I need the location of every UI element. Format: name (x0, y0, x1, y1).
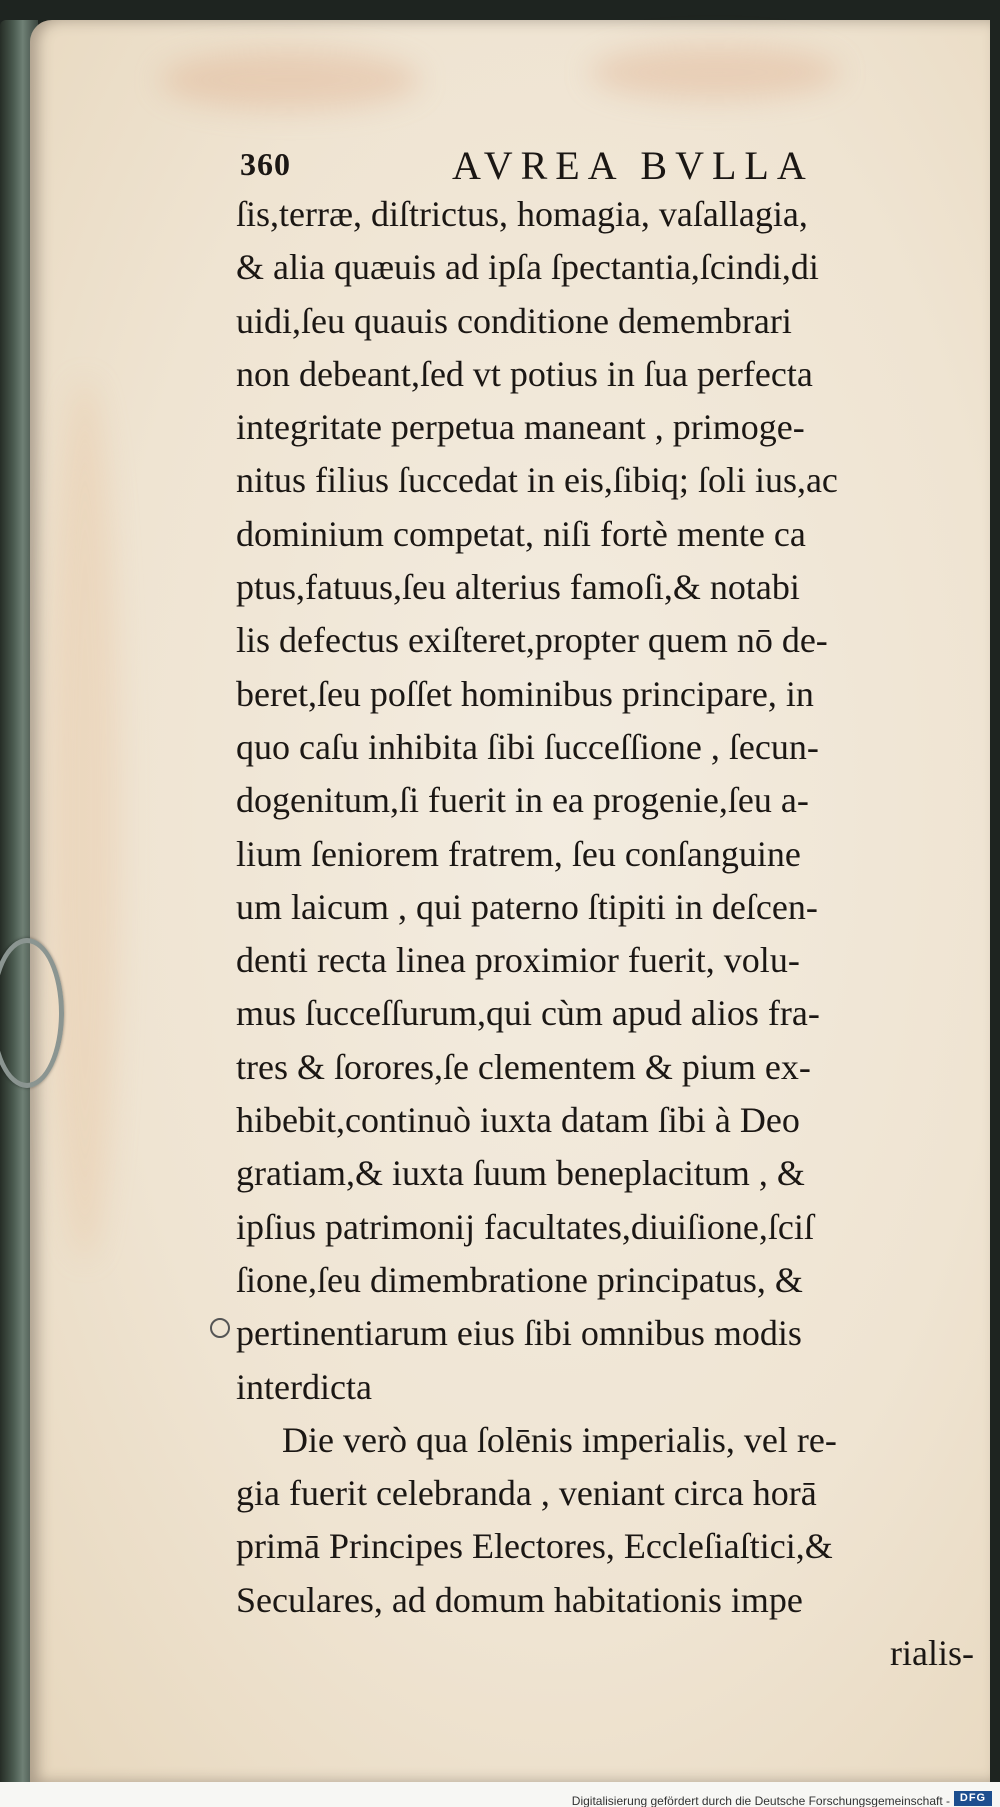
text-line: quo caſu inhibita ſibi ſucceſſione , ſecun- (236, 726, 819, 767)
text-line: uidi,ſeu quauis conditione demembrari (236, 300, 792, 341)
text-line: ſione,ſeu dimembratione principatus, & (236, 1259, 803, 1300)
paper-stain (590, 45, 840, 100)
page-number: 360 (240, 146, 291, 182)
text-line: gia fuerit celebranda , veniant circa horā (236, 1473, 817, 1514)
text-line: ſis,terræ, diſtrictus, homagia, vaſallagia, (236, 194, 808, 234)
catchword: rialis- (890, 1633, 974, 1674)
body-text (236, 188, 986, 1680)
text-line: primā Principes Electores, Eccleſiaſtici,& (236, 1526, 833, 1567)
text-line: denti recta linea proximior fuerit, volu- (236, 940, 800, 981)
text-line: gratiam,& iuxta ſuum beneplacitum , & (236, 1153, 805, 1194)
paragraph-start-line: Die verò qua ſolēnis imperialis, vel re- (282, 1419, 837, 1460)
text-line: dominium competat, niſi fortè mente ca (236, 513, 806, 554)
text-line: lis defectus exiſteret,propter quem nō de- (236, 620, 828, 661)
text-line: pertinentiarum eius ſibi omnibus modis (236, 1313, 802, 1354)
marginal-symbol (210, 1318, 230, 1338)
text-line: integritate perpetua maneant , primoge- (236, 407, 805, 448)
text-line: interdicta (236, 1366, 372, 1407)
text-line: beret,ſeu poſſet hominibus principare, in (236, 673, 814, 714)
dfg-logo: DFG (954, 1791, 992, 1806)
text-line: & alia quæuis ad ipſa ſpectantia,ſcindi,di (236, 247, 819, 288)
text-line: ipſius patrimonij facultates,diuiſione,ſciſ (236, 1206, 814, 1247)
text-line: mus ſucceſſurum,qui cùm apud alios fra- (236, 993, 820, 1034)
digitization-credit: Digitalisierung gefördert durch die Deutsche Forschungsgemeinschaft - (571, 1794, 950, 1807)
text-line: lium ſeniorem fratrem, ſeu conſanguine (236, 833, 801, 874)
page-header (240, 143, 860, 190)
text-line: non debeant,ſed vt potius in ſua perfecta (236, 353, 813, 394)
text-line: tres & ſorores,ſe clementem & pium ex- (236, 1046, 811, 1087)
text-line: ptus,fatuus,ſeu alterius famoſi,& notabi (236, 567, 800, 608)
running-title: AVREA BVLLA (452, 143, 814, 188)
text-line: Seculares, ad domum habitationis impe (236, 1579, 803, 1620)
text-line: um laicum , qui paterno ſtipiti in deſcen- (236, 886, 818, 927)
paper-stain (50, 380, 120, 1260)
paper-stain (160, 50, 420, 110)
text-line: nitus filius ſuccedat in eis,ſibiq; ſoli ius,ac (236, 460, 838, 501)
text-line: dogenitum,ſi fuerit in ea progenie,ſeu a- (236, 780, 809, 821)
text-line: hibebit,continuò iuxta datam ſibi à Deo (236, 1100, 800, 1141)
